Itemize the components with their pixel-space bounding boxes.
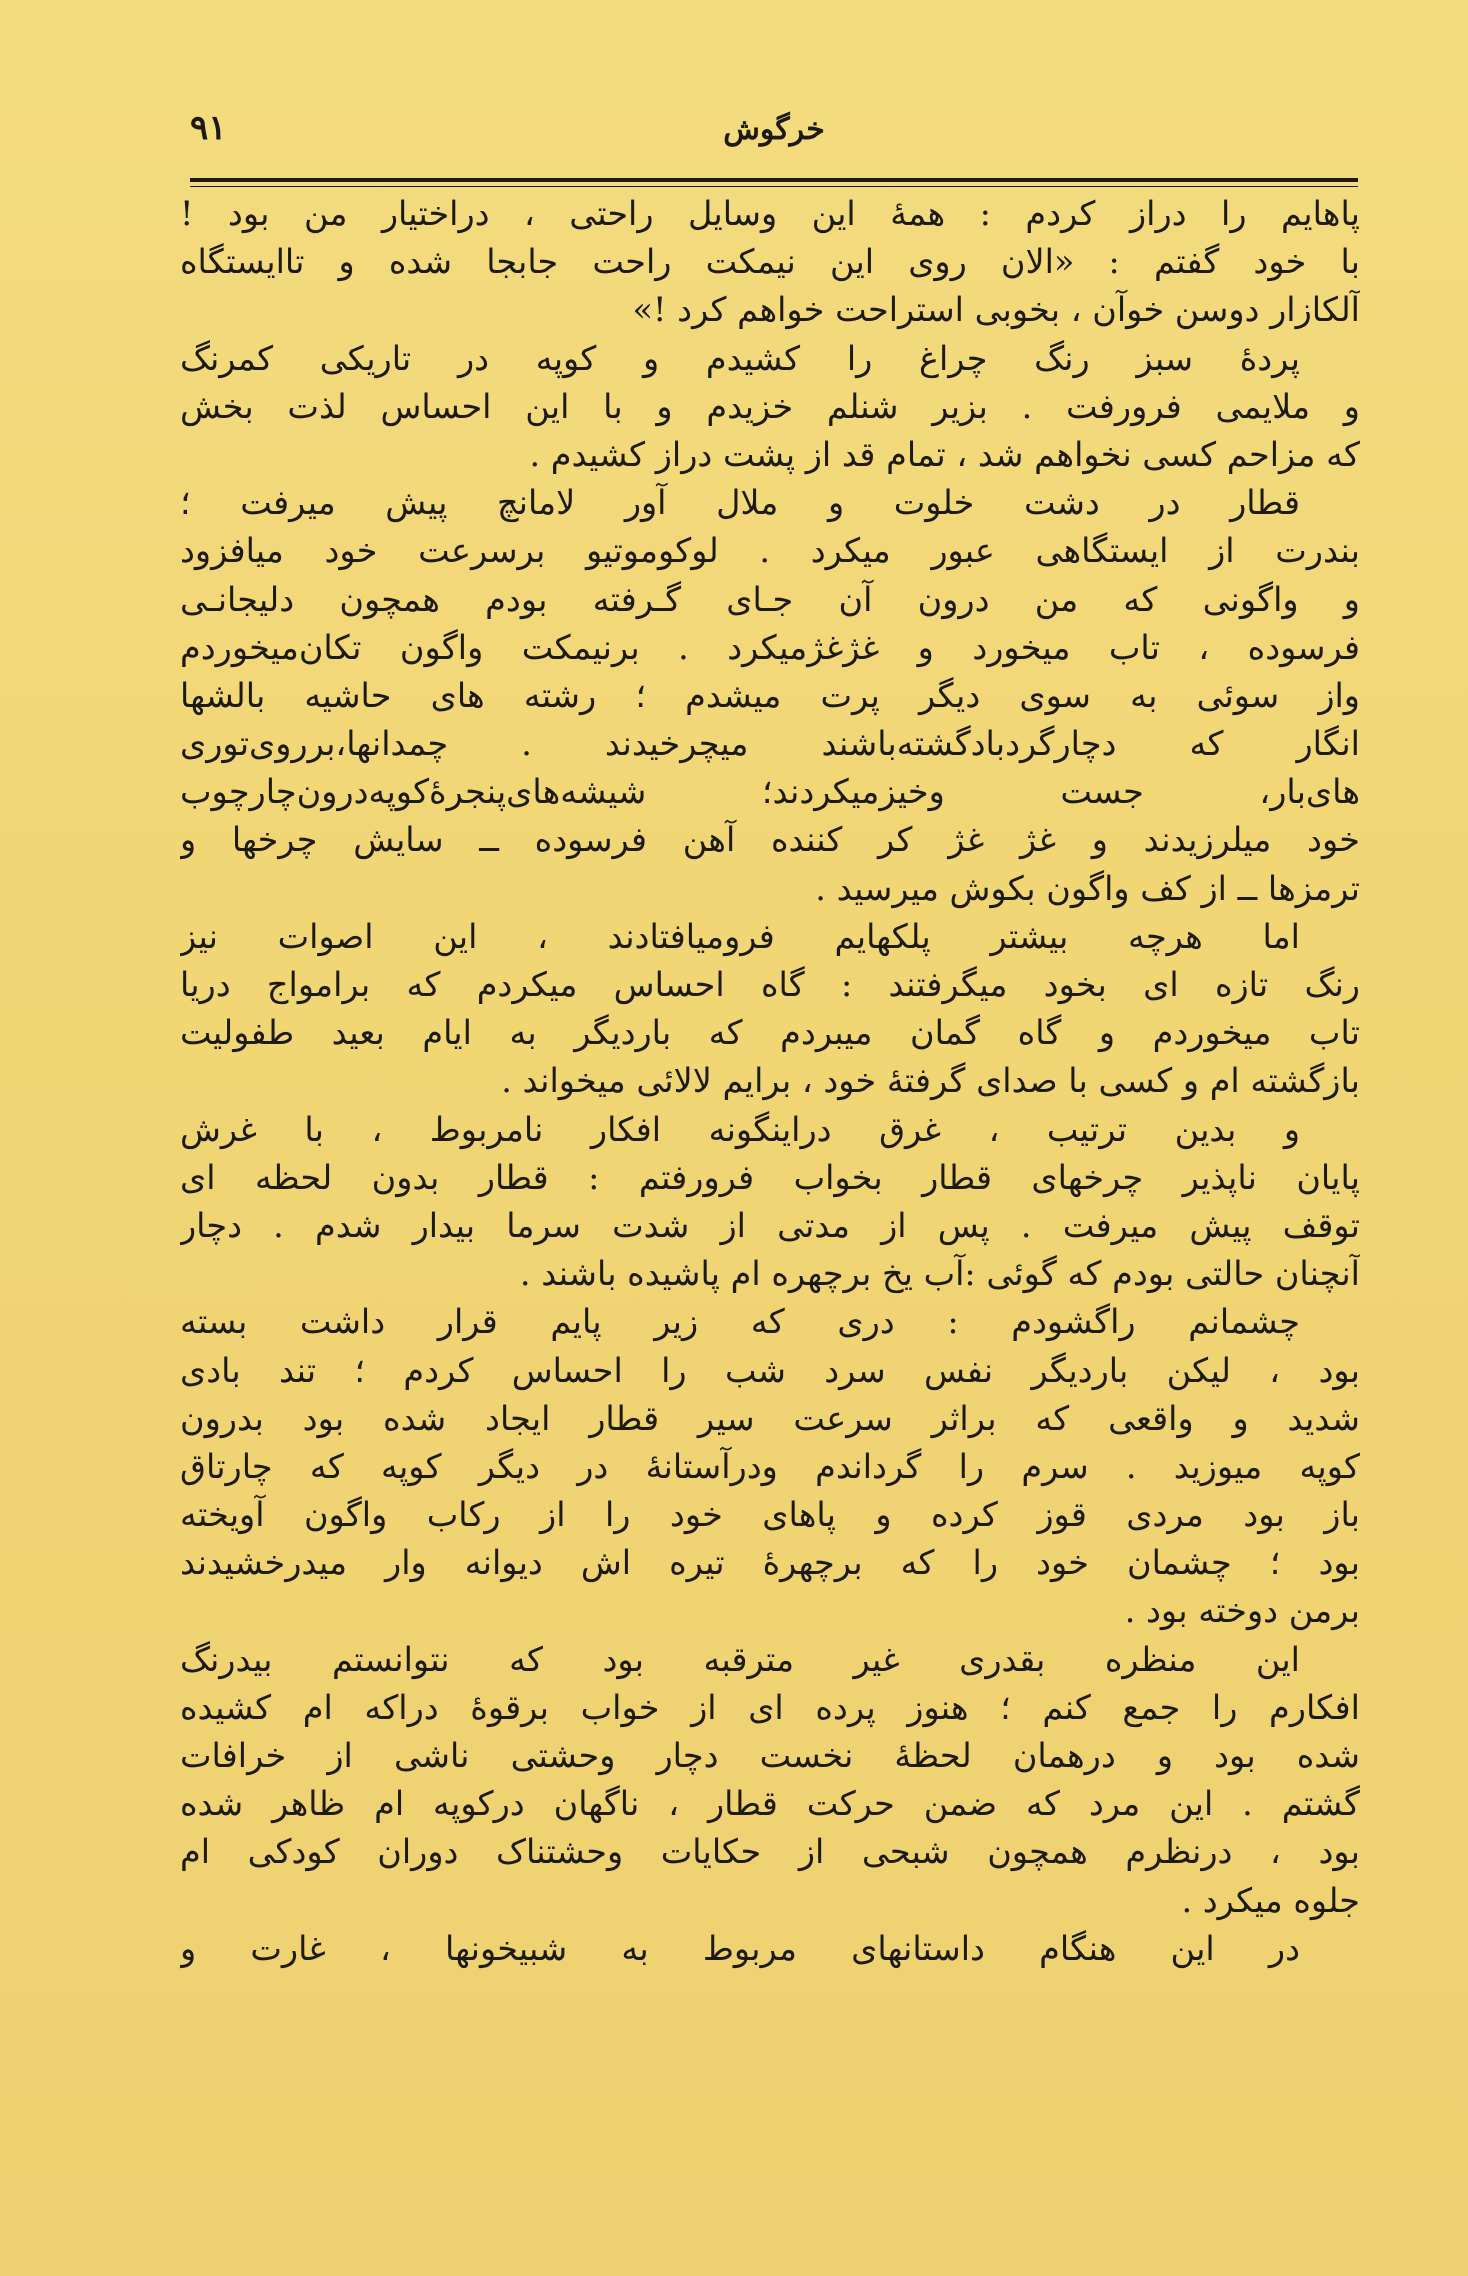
text-line: پردهٔ سبز رنگ چراغ را کشیدم و کوپه در تاریکی کمرنگ (180, 338, 1300, 378)
text-line: و بدین ترتیب ، غرق دراینگونه افکار نامربوط ، با غرش (180, 1109, 1300, 1149)
body-text (180, 190, 1360, 1973)
text-line: آنچنان حالتی بودم که گوئی :آب یخ برچهره ام پاشیده باشند . (519, 1254, 1360, 1294)
text-line: های‌بار، جست وخیزمیکردند؛ شیشه‌های‌پنجرهٔ‌کوپه‌درون‌چارچوب (180, 772, 1360, 812)
text-line: خود میلرزیدند و غژ غژ کر کننده آهن فرسوده ــ سایش چرخها و (180, 820, 1360, 860)
text-line: برمن دوخته بود . (1124, 1591, 1360, 1631)
text-line: آلکازار دوسن خوآن ، بخوبی استراحت خواهم کرد !» (632, 290, 1360, 330)
text-line: توقف پیش میرفت . پس از مدتی از شدت سرما بیدار شدم . دچار (180, 1205, 1360, 1245)
text-line: قطار در دشت خلوت و ملال آور لامانچ پیش میرفت ؛ (180, 483, 1300, 523)
running-title: خرگوش (723, 112, 825, 147)
text-line: این منظره بقدری غیر مترقبه بود که نتوانستم بیدرنگ (180, 1639, 1300, 1679)
header-rule (190, 178, 1358, 182)
text-line: بازگشته ام و کسی با صدای گرفتهٔ خود ، برایم لالائی میخواند . (501, 1061, 1360, 1101)
text-line: جلوه میکرد . (1181, 1880, 1360, 1920)
text-line: انگار که دچارگردبادگشته‌باشند میچرخیدند . چمدانها،برروی‌توری (180, 724, 1360, 764)
text-line: بندرت از ایستگاهی عبور میکرد . لوکوموتیو برسرعت خود میافزود (180, 531, 1360, 571)
text-line: پایان ناپذیر چرخهای قطار بخواب فرورفتم : قطار بدون لحظه ای (180, 1157, 1360, 1197)
text-line: که مزاحم کسی نخواهم شد ، تمام قد از پشت دراز کشیدم . (529, 434, 1360, 474)
text-line: ترمزها ــ از کف واگون بکوش میرسید . (815, 868, 1360, 908)
page-number: ۹۱ (190, 108, 227, 148)
text-line: چشمانم راگشودم : دری که زیر پایم قرار داشت بسته (180, 1302, 1300, 1342)
text-line: پاهایم را دراز کردم : همهٔ این وسایل راحتی ، دراختیار من بود ! (180, 194, 1360, 233)
text-line: کوپه میوزید . سرم را گرداندم ودرآستانهٔ در دیگر کوپه که چارتاق (180, 1446, 1360, 1486)
text-line: افکارم را جمع کنم ؛ هنوز پرده ای از خواب برقوهٔ دراکه ام کشیده (180, 1687, 1360, 1727)
text-line: تاب میخوردم و گاه گمان میبردم که باردیگر به ایام بعید طفولیت (180, 1013, 1360, 1053)
text-line: بود ، لیکن باردیگر نفس سرد شب را احساس کردم ؛ تند بادی (180, 1350, 1360, 1390)
text-line: و واگونی که من درون آن جـای گـرفته بودم همچون دلیجانـی (180, 579, 1360, 619)
text-line: بود ؛ چشمان خود را که برچهرهٔ تیره اش دیوانه وار میدرخشیدند (180, 1543, 1360, 1583)
text-line: با خود گفتم : «الان روی این نیمکت راحت جابجا شده و تاایستگاه (180, 242, 1360, 282)
text-line: باز بود مردی قوز کرده و پاهای خود را از رکاب واگون آویخته (180, 1495, 1360, 1535)
text-line: واز سوئی به سوی دیگر پرت میشدم ؛ رشته های حاشیه بالشها (180, 675, 1360, 715)
text-line: در این هنگام داستانهای مربوط به شبیخونها ، غارت و (180, 1928, 1300, 1968)
text-line: اما هرچه بیشتر پلکهایم فرومیافتادند ، این اصوات نیز (180, 916, 1300, 956)
text-line: شده بود و درهمان لحظهٔ نخست دچار وحشتی ناشی از خرافات (180, 1736, 1360, 1775)
text-line: فرسوده ، تاب میخورد و غژغژمیکرد . برنیمکت واگون تکان‌میخوردم (180, 627, 1360, 667)
text-line: رنگ تازه ای بخود میگرفتند : گاه احساس میکردم که براموا‌ج دریا (180, 965, 1360, 1004)
header-rule-thin (190, 186, 1358, 187)
text-line: گشتم . این مرد که ضمن حرکت قطار ، ناگهان درکوپه ام ظاهر شده (180, 1784, 1360, 1824)
text-line: شدید و واقعی که براثر سرعت سیر قطار ایجاد شده بود بدرون (180, 1398, 1360, 1438)
text-line: و ملایمی فرورفت . بزیر شنلم خزیدم و با این احساس لذت بخش (180, 386, 1360, 426)
text-line: بود ، درنظرم همچون شبحی از حکایات وحشتناک دوران کودکی ام (180, 1832, 1360, 1872)
page-header (190, 108, 1358, 168)
